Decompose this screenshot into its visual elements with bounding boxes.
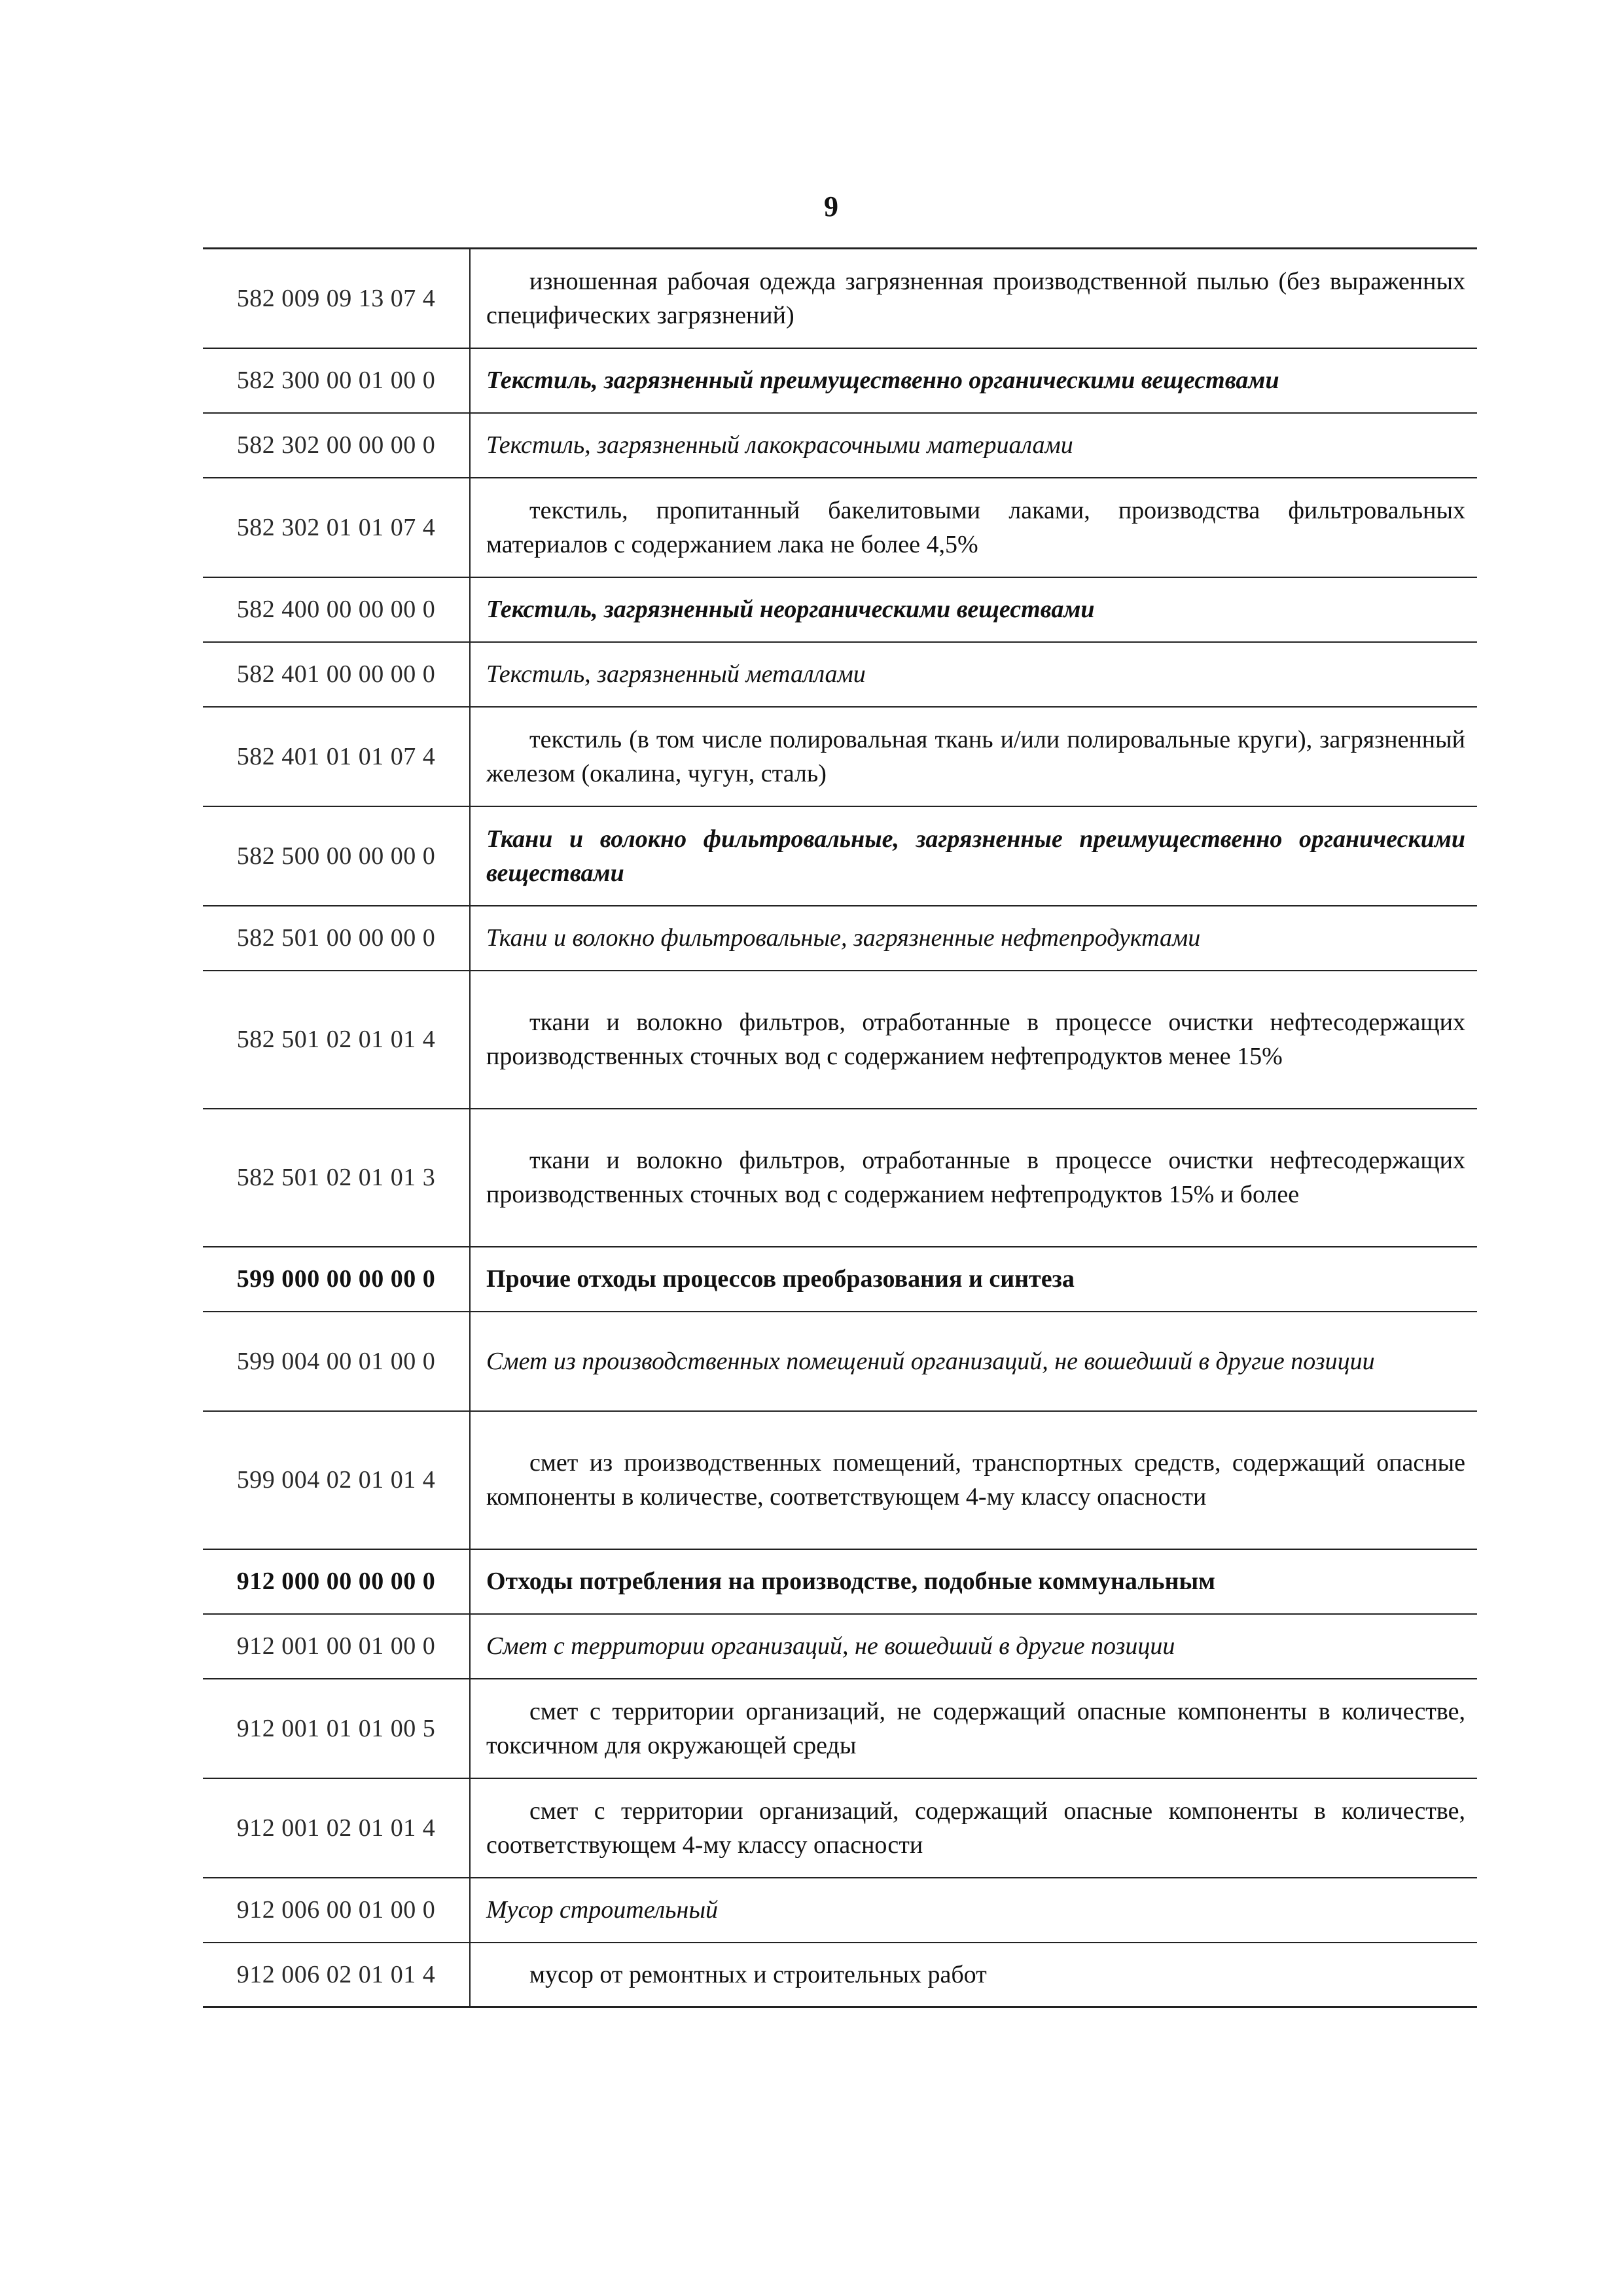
- waste-description-cell: [470, 249, 1477, 348]
- waste-description-cell: [470, 1778, 1477, 1878]
- waste-description-cell: [470, 971, 1477, 1109]
- waste-description-text: Текстиль, загрязненный металлами: [486, 660, 866, 688]
- waste-description-cell: [470, 1411, 1477, 1549]
- waste-code-cell: 599 004 02 01 01 4: [203, 1411, 470, 1549]
- waste-description-text: ткани и волокно фильтров, отработанные в процессе очистки нефтесодержащих производственных сточных вод с содержанием нефтепродуктов 15% и более: [486, 1147, 1465, 1208]
- waste-code-cell: 912 000 00 00 00 0: [203, 1549, 470, 1614]
- table-row: [203, 971, 1477, 1109]
- waste-code-cell: 582 302 01 01 07 4: [203, 478, 470, 577]
- table-row: [203, 1679, 1477, 1778]
- waste-code-cell: 599 000 00 00 00 0: [203, 1247, 470, 1312]
- waste-description-cell: [470, 642, 1477, 707]
- waste-code-cell: 582 401 00 00 00 0: [203, 642, 470, 707]
- waste-description-cell: [470, 1878, 1477, 1943]
- waste-description-cell: [470, 1614, 1477, 1679]
- waste-description-cell: [470, 806, 1477, 906]
- table-row: [203, 806, 1477, 906]
- waste-description-text: Смет с территории организаций, не вошедший в другие позиции: [486, 1632, 1175, 1660]
- table-row: [203, 1411, 1477, 1549]
- waste-description-text: Ткани и волокно фильтровальные, загрязненные преимущественно органическими веществами: [486, 825, 1465, 887]
- waste-code-cell: 912 006 00 01 00 0: [203, 1878, 470, 1943]
- waste-code-cell: 912 006 02 01 01 4: [203, 1943, 470, 2007]
- waste-code-cell: 582 400 00 00 00 0: [203, 577, 470, 642]
- waste-description-text: смет с территории организаций, содержащий опасные компоненты в количестве, соответствующем 4-му классу опасности: [486, 1797, 1465, 1859]
- waste-description-cell: [470, 577, 1477, 642]
- waste-description-cell: [470, 1549, 1477, 1614]
- waste-description-text: смет с территории организаций, не содержащий опасные компоненты в количестве, токсичном для окружающей среды: [486, 1697, 1465, 1759]
- table-row: [203, 906, 1477, 971]
- waste-description-text: текстиль (в том числе полировальная ткань и/или полировальные круги), загрязненный железом (окалина, чугун, сталь): [486, 725, 1465, 787]
- waste-code-cell: 912 001 02 01 01 4: [203, 1778, 470, 1878]
- table-row: [203, 1943, 1477, 2007]
- table-row: [203, 642, 1477, 707]
- waste-classifier-table: [203, 247, 1477, 2008]
- table-row: [203, 1614, 1477, 1679]
- waste-code-cell: 582 300 00 01 00 0: [203, 348, 470, 413]
- table-row: [203, 1247, 1477, 1312]
- waste-code-cell: 582 501 02 01 01 3: [203, 1109, 470, 1247]
- waste-code-cell: 582 500 00 00 00 0: [203, 806, 470, 906]
- waste-description-cell: [470, 413, 1477, 478]
- waste-code-cell: 582 501 02 01 01 4: [203, 971, 470, 1109]
- table-row: [203, 1109, 1477, 1247]
- waste-description-cell: [470, 906, 1477, 971]
- waste-description-cell: [470, 1943, 1477, 2007]
- waste-description-text: Ткани и волокно фильтровальные, загрязненные нефтепродуктами: [486, 924, 1201, 952]
- page-number: 9: [824, 190, 838, 223]
- table-row: [203, 348, 1477, 413]
- waste-code-cell: 582 009 09 13 07 4: [203, 249, 470, 348]
- waste-description-text: Отходы потребления на производстве, подобные коммунальным: [486, 1568, 1216, 1595]
- table-row: [203, 1312, 1477, 1411]
- waste-code-cell: 912 001 01 01 00 5: [203, 1679, 470, 1778]
- table-row: [203, 249, 1477, 348]
- table-row: [203, 577, 1477, 642]
- waste-description-cell: [470, 1312, 1477, 1411]
- table-row: [203, 1878, 1477, 1943]
- table-end-mark: [216, 2006, 255, 2008]
- table-row: [203, 1778, 1477, 1878]
- waste-code-cell: 582 501 00 00 00 0: [203, 906, 470, 971]
- waste-description-text: ткани и волокно фильтров, отработанные в процессе очистки нефтесодержащих производственных сточных вод с содержанием нефтепродуктов менее 15%: [486, 1009, 1465, 1070]
- waste-description-cell: [470, 707, 1477, 806]
- waste-description-text: мусор от ремонтных и строительных работ: [529, 1960, 987, 1988]
- table-row: [203, 413, 1477, 478]
- table-row: [203, 707, 1477, 806]
- waste-description-text: смет из производственных помещений, транспортных средств, содержащий опасные компоненты в количестве, соответствующем 4-му классу опасности: [486, 1449, 1465, 1511]
- waste-description-text: Текстиль, загрязненный лакокрасочными материалами: [486, 431, 1073, 459]
- waste-description-cell: [470, 1679, 1477, 1778]
- waste-code-cell: 599 004 00 01 00 0: [203, 1312, 470, 1411]
- waste-code-cell: 582 302 00 00 00 0: [203, 413, 470, 478]
- waste-description-text: изношенная рабочая одежда загрязненная производственной пылью (без выраженных специфических загрязнений): [486, 267, 1465, 329]
- waste-description-cell: [470, 348, 1477, 413]
- waste-description-text: текстиль, пропитанный бакелитовыми лаками, производства фильтровальных материалов с содержанием лака не более 4,5%: [486, 496, 1465, 558]
- waste-description-text: Прочие отходы процессов преобразования и синтеза: [486, 1265, 1075, 1293]
- waste-description-cell: [470, 1109, 1477, 1247]
- waste-description-cell: [470, 478, 1477, 577]
- waste-description-text: Мусор строительный: [486, 1896, 719, 1924]
- table-row: [203, 1549, 1477, 1614]
- waste-description-text: Текстиль, загрязненный неорганическими веществами: [486, 596, 1095, 623]
- waste-description-cell: [470, 1247, 1477, 1312]
- table-row: [203, 478, 1477, 577]
- table-body: [203, 249, 1477, 2007]
- waste-code-cell: 912 001 00 01 00 0: [203, 1614, 470, 1679]
- waste-code-cell: 582 401 01 01 07 4: [203, 707, 470, 806]
- waste-description-text: Текстиль, загрязненный преимущественно органическими веществами: [486, 367, 1279, 394]
- waste-description-text: Смет из производственных помещений организаций, не вошедший в другие позиции: [486, 1347, 1375, 1375]
